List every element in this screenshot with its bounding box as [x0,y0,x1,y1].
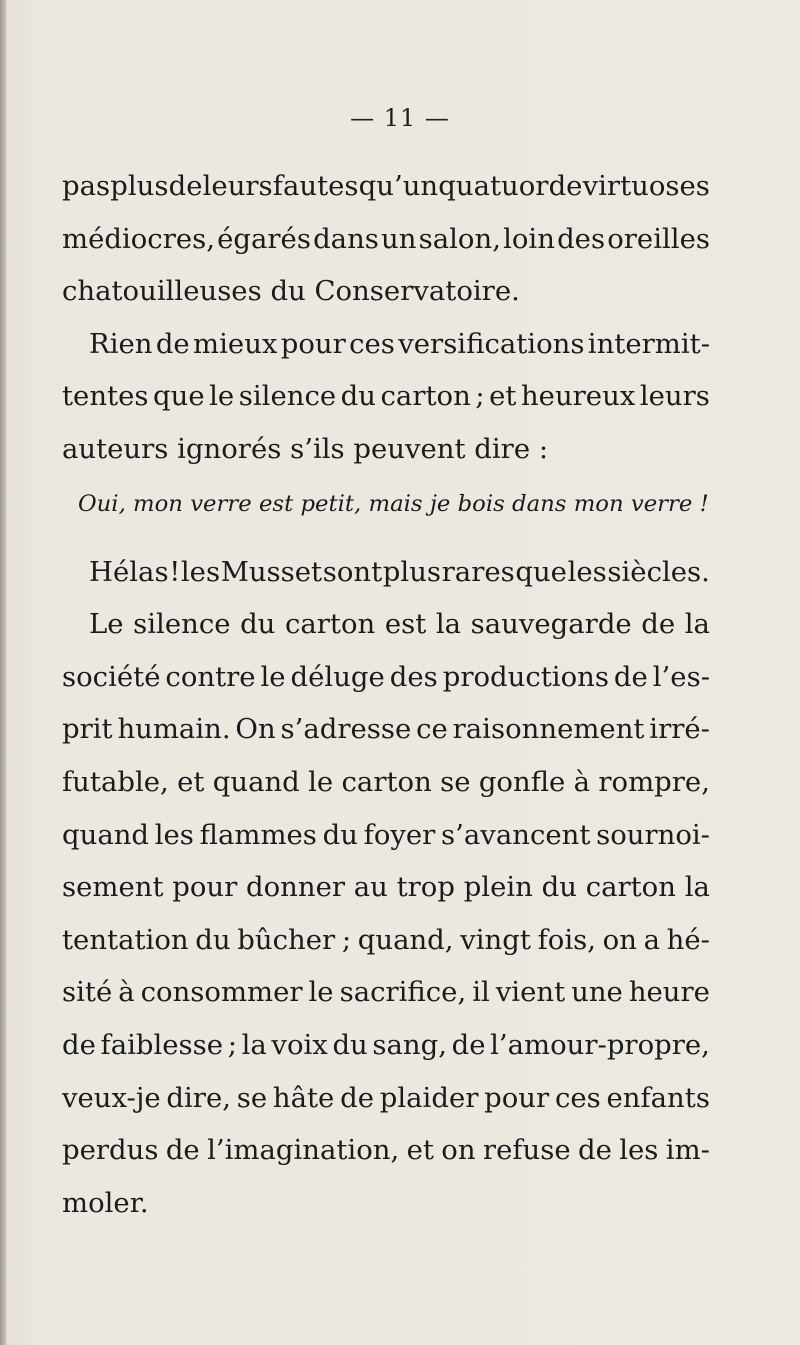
text-line: Le silence du carton est la sauvegarde de la [89,608,710,641]
text-line: de faiblesse ; la voix du sang, de l’amour-propre, [62,1028,710,1061]
body-text [62,160,710,1229]
text-line: chatouilleuses du Conservatoire. [62,275,520,308]
text-line: auteurs ignorés s’ils peuvent dire : [62,432,549,465]
text-line: Hélas ! les Musset sont plus rares que les siècles. [89,555,710,588]
text-line: Rien de mieux pour ces versifications intermit- [89,327,710,360]
text-line: quand les flammes du foyer s’avancent sournoi- [62,818,710,851]
text-line: perdus de l’imagination, et on refuse de les im- [62,1134,710,1167]
text-line: veux-je dire, se hâte de plaider pour ces enfants [62,1081,710,1114]
verse-quotation: Oui, mon verre est petit, mais je bois dans mon verre ! [78,490,709,517]
paragraph-spacer [62,536,710,546]
text-line: tentes que le silence du carton ; et heureux leurs [62,380,710,413]
text-line: sement pour donner au trop plein du carton la [62,871,710,904]
page-binding-edge [0,0,6,1345]
text-line: pas plus de leurs fautes qu’un quatuor de virtuoses [62,170,710,202]
text-line: médiocres, égarés dans un salon, loin des oreilles [62,222,710,255]
text-line: moler. [62,1186,149,1219]
page-number: — 11 — [350,104,450,132]
text-line: société contre le déluge des productions de l’es- [62,660,710,693]
text-line: tentation du bûcher ; quand, vingt fois, on a hé- [62,923,710,956]
text-line: futable, et quand le carton se gonfle à rompre, [62,765,710,798]
text-line: prit humain. On s’adresse ce raisonnement irré- [62,713,710,746]
text-line: sité à consommer le sacrifice, il vient une heure [62,976,710,1009]
